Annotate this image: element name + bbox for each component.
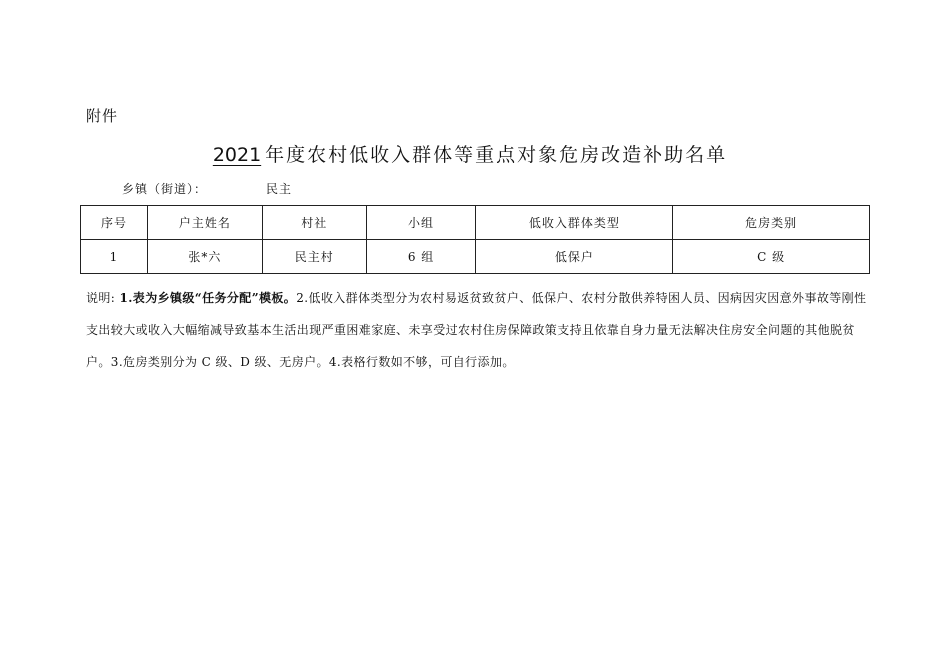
notes-bold: 1.表为乡镇级“任务分配”模板。: [119, 291, 297, 305]
table-row: [81, 240, 870, 274]
table-header-row: [81, 206, 870, 240]
title-year: 2021: [212, 144, 262, 166]
notes-prefix: 说明:: [86, 291, 120, 305]
cell-householder-name: 张*六: [147, 240, 262, 274]
header-serial: 序号: [81, 206, 148, 240]
header-group: 小组: [366, 206, 476, 240]
cell-dangerous-house-class: C 级: [673, 240, 870, 274]
header-dangerous-house-class: 危房类别: [673, 206, 870, 240]
cell-village: 民主村: [262, 240, 366, 274]
attachment-label: 附件: [86, 107, 119, 125]
cell-serial: 1: [81, 240, 148, 274]
notes: [86, 282, 872, 378]
town-label: 乡镇（街道）：: [122, 182, 208, 196]
notes-text: 2.低收入群体类型分为农村易返贫致贫户、低保户、农村分散供养特困人员、因病因灾因意外事故等刚性支出较大或收入大幅缩减导致基本生活出现严重困难家庭、未享受过农村住房保障政策支持且依靠自身力量无法解决住房安全问题的其他脱贫户。3.危房类别分为 C 级、D 级、无房户。4.表格行数如不够，可自行添加。: [86, 291, 867, 369]
header-village: 村社: [262, 206, 366, 240]
header-low-income-type: 低收入群体类型: [476, 206, 673, 240]
cell-group: 6 组: [366, 240, 476, 274]
town-line: [122, 180, 293, 197]
header-householder-name: 户主姓名: [147, 206, 262, 240]
subsidy-table: [80, 205, 870, 274]
title-text: 年度农村低收入群体等重点对象危房改造补助名单: [265, 144, 728, 166]
town-value: 民主: [266, 182, 293, 196]
document-title: [0, 140, 936, 167]
cell-low-income-type: 低保户: [476, 240, 673, 274]
